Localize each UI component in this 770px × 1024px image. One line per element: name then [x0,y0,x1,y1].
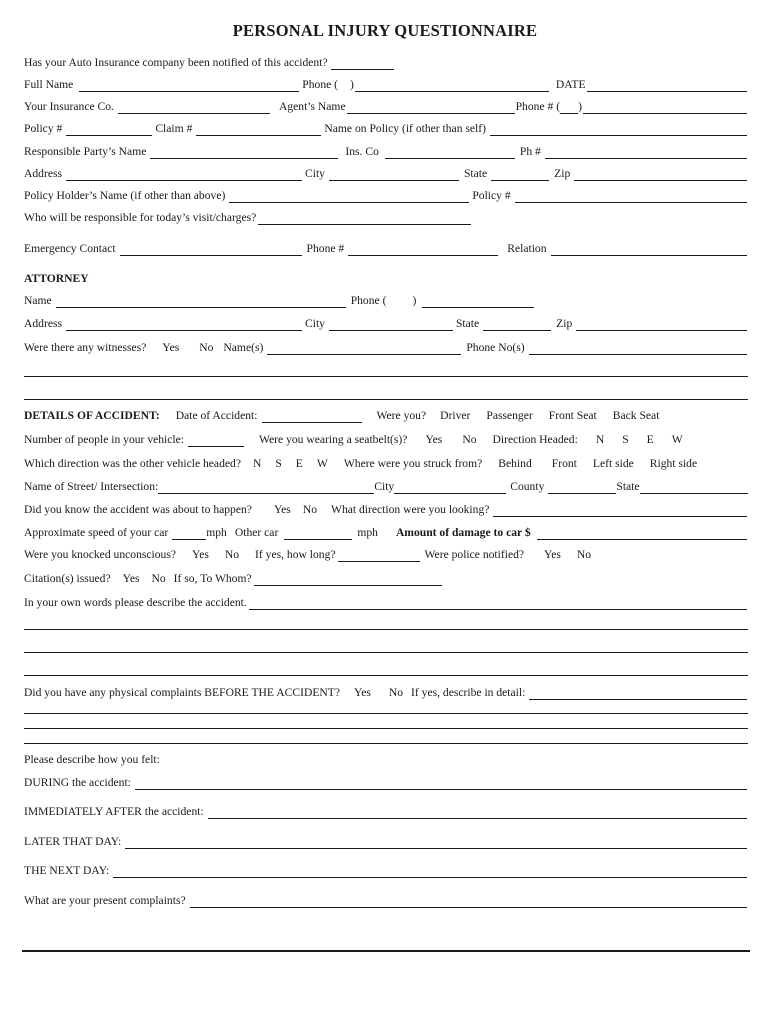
address-field[interactable] [66,168,302,181]
seatbelt-no-option[interactable]: No [462,433,477,446]
during-row [24,774,748,790]
attorney-name-field[interactable] [56,295,346,308]
complaints-no-option[interactable]: No [388,686,404,699]
address-row [24,165,748,181]
citation-no-option[interactable]: No [151,572,166,585]
immediately-field[interactable] [208,806,747,819]
attorney-zip-label: Zip [556,317,573,330]
ph-label: Ph # [519,145,541,158]
complaints-detail-field[interactable] [529,687,747,700]
witness-names-label: Name(s) [223,341,264,354]
street-city-label: City [374,480,395,493]
witness-names-field[interactable] [267,342,461,355]
looking-label: What direction were you looking? [331,503,490,516]
complaints-line-3[interactable] [24,728,748,729]
witness-phone-label: Phone No(s) [466,341,525,354]
address-label: Address [24,167,62,180]
details-heading: DETAILS OF ACCIDENT: [24,409,160,422]
your-insurance-label: Your Insurance Co. [24,100,114,113]
agent-phone-field[interactable] [583,101,747,114]
attorney-state-label: State [455,317,480,330]
name-on-policy-label: Name on Policy (if other than self) [324,122,486,135]
emergency-field[interactable] [120,243,302,256]
emergency-label: Emergency Contact [24,242,116,255]
street-state-label: State [616,480,640,493]
during-label: DURING the accident: [24,776,131,789]
street-state-field[interactable] [640,481,748,494]
witnesses-yes-option[interactable]: Yes [162,341,180,354]
ins-co-field[interactable] [385,146,515,159]
vehicle-people-row [24,431,748,447]
date-label: DATE [555,78,586,91]
driver-option[interactable]: Driver [440,409,471,422]
insurance-notified-field[interactable] [331,57,394,70]
claim-label: Claim # [155,122,193,135]
responsible-field[interactable] [258,212,471,225]
relation-field[interactable] [551,243,747,256]
police-no-option[interactable]: No [576,548,592,561]
describe-row [24,594,748,610]
city-field[interactable] [329,168,459,181]
left-side-option[interactable]: Left side [592,457,634,470]
insurance-notified-row [24,54,748,70]
num-people-field[interactable] [188,434,244,447]
date-field[interactable] [587,79,747,92]
accident-date-field[interactable] [262,410,362,423]
immediately-row [24,803,748,819]
street-row [24,478,748,494]
other-direction-label: Which direction was the other vehicle headed? [24,457,241,470]
agent-name-field[interactable] [347,101,515,114]
your-insurance-row: Your Insurance Co. Agent’s Name Phone # ( ) [24,98,748,114]
how-felt-label: Please describe how you felt: [24,753,160,766]
describe-field[interactable] [249,597,747,610]
how-long-field[interactable] [338,549,420,562]
speed-mph-label: mph [206,526,227,539]
complaints-line-4[interactable] [24,743,748,744]
looking-field[interactable] [493,504,747,517]
other-mph-label: mph [357,526,378,539]
police-yes-option[interactable]: Yes [544,548,561,561]
attorney-phone-label: Phone ( [350,294,387,307]
speed-label: Approximate speed of your car [24,526,169,539]
county-label: County [510,480,545,493]
unconscious-yes-option[interactable]: Yes [192,548,209,561]
how-felt-row [24,751,748,767]
know-no-option[interactable]: No [302,503,317,516]
attorney-city-label: City [305,317,325,330]
claim-field[interactable] [196,123,321,136]
relation-label: Relation [507,242,547,255]
page-title: PERSONAL INJURY QUESTIONNAIRE [232,21,538,40]
policy-label: Policy # [24,122,63,135]
attorney-city-field[interactable] [329,318,453,331]
agent-phone-label: Phone # ( [515,100,561,113]
describe-label: In your own words please describe the accident. [24,596,247,609]
attorney-name-row [24,292,748,308]
street-city-field[interactable] [394,481,506,494]
attorney-phone-close: ) [412,294,417,307]
attorney-zip-field[interactable] [576,318,747,331]
attorney-heading: ATTORNEY [24,272,89,285]
policy-field[interactable] [66,123,152,136]
next-day-label: THE NEXT DAY: [24,864,110,877]
phone-close: ) [350,78,354,91]
county-field[interactable] [548,481,616,494]
to-whom-field[interactable] [254,573,442,586]
describe-line-2[interactable] [24,629,748,630]
state-field[interactable] [491,168,549,181]
later-row [24,833,748,849]
struck-from-label: Where were you struck from? [343,457,483,470]
policy-row [24,120,748,136]
complaints-yes-option[interactable]: Yes [354,686,371,699]
num-people-label: Number of people in your vehicle: [24,433,185,446]
accident-date-label: Date of Accident: [175,409,258,422]
describe-line-4[interactable] [24,675,748,676]
ins-co-label: Ins. Co [345,145,379,158]
know-happen-label: Did you know the accident was about to happen? [24,503,252,516]
know-yes-option[interactable]: Yes [273,503,291,516]
citation-row [24,570,748,586]
later-label: LATER THAT DAY: [24,835,122,848]
present-row [24,892,748,908]
policy-holder-field[interactable] [229,190,469,203]
headed-e-option[interactable]: E [646,433,654,446]
emergency-phone-label: Phone # [306,242,345,255]
behind-option[interactable]: Behind [498,457,532,470]
speed-row [24,524,748,540]
attorney-heading-row [24,270,748,286]
emergency-row [24,240,748,256]
phone-field[interactable] [355,79,549,92]
present-field[interactable] [190,895,747,908]
other-s-option[interactable]: S [275,457,282,470]
attorney-state-field[interactable] [483,318,551,331]
next-day-row [24,862,748,878]
responsible-row [24,209,748,225]
unconscious-label: Were you knocked unconscious? [24,548,176,561]
describe-line-3[interactable] [24,652,748,653]
witnesses-row [24,339,748,355]
section-divider [24,399,748,400]
other-e-option[interactable]: E [295,457,303,470]
details-heading-row [24,407,748,423]
phone-label: Phone ( [302,78,339,91]
agent-phone-area-field[interactable] [560,101,578,114]
to-whom-label: If so, To Whom? [173,572,252,585]
city-label: City [305,167,325,180]
other-car-label: Other car [234,526,279,539]
full-name-field[interactable] [79,79,299,92]
policy-hash-field[interactable] [515,190,747,203]
full-name-row [24,76,748,92]
witness-phone-field[interactable] [529,342,747,355]
street-label: Name of Street/ Intersection: [24,480,159,493]
state-label: State [463,167,488,180]
agent-name-label: Agent’s Name [278,100,346,113]
speed-field[interactable] [172,527,206,540]
next-day-field[interactable] [113,865,747,878]
attorney-name-label: Name [24,294,52,307]
responsible-party-field[interactable] [150,146,338,159]
present-label: What are your present complaints? [24,894,186,907]
citation-label: Citation(s) issued? [24,572,111,585]
direction-headed-label: Direction Headed: [492,433,578,446]
witnesses-label: Were there any witnesses? [24,341,147,354]
attorney-address-field[interactable] [66,318,302,331]
other-n-option[interactable]: N [252,457,262,470]
headed-w-option[interactable]: W [671,433,683,446]
name-on-policy-field[interactable] [490,123,747,136]
other-vehicle-row [24,455,748,471]
citation-yes-option[interactable]: Yes [122,572,140,585]
other-w-option[interactable]: W [316,457,328,470]
witness-extra-line[interactable] [24,376,748,377]
front-seat-option[interactable]: Front Seat [548,409,597,422]
damage-field[interactable] [537,527,747,540]
police-label: Were police notified? [424,548,525,561]
zip-label: Zip [554,167,571,180]
street-field[interactable] [158,481,374,494]
other-car-speed-field[interactable] [284,527,352,540]
zip-field[interactable] [574,168,747,181]
immediately-label: IMMEDIATELY AFTER the accident: [24,805,204,818]
policy-holder-label: Policy Holder’s Name (if other than above) [24,189,226,202]
insurance-notified-label: Has your Auto Insurance company been notified of this accident? [24,56,328,69]
full-name-label: Full Name [24,78,74,91]
attorney-address-row [24,315,748,331]
headed-n-option[interactable]: N [595,433,605,446]
know-happen-row [24,501,748,517]
complaints-line-2[interactable] [24,713,748,714]
responsible-label: Who will be responsible for today’s visit/charges? [24,211,257,224]
unconscious-no-option[interactable]: No [224,548,240,561]
describe-detail-label: If yes, describe in detail: [411,686,526,699]
policy-hash-label: Policy # [472,189,511,202]
attorney-address-label: Address [24,317,62,330]
headed-s-option[interactable]: S [622,433,629,446]
complaints-before-row [24,684,748,700]
front-option[interactable]: Front [551,457,577,470]
responsible-party-row [24,143,748,159]
back-seat-option[interactable]: Back Seat [612,409,660,422]
right-side-option[interactable]: Right side [649,457,698,470]
were-you-label: Were you? [376,409,427,422]
during-field[interactable] [135,777,747,790]
seatbelt-yes-option[interactable]: Yes [425,433,443,446]
passenger-option[interactable]: Passenger [486,409,533,422]
responsible-party-label: Responsible Party’s Name [24,145,147,158]
damage-label: Amount of damage to car $ [395,526,531,539]
emergency-phone-field[interactable] [348,243,498,256]
policy-holder-row [24,187,748,203]
unconscious-row [24,546,748,562]
later-field[interactable] [125,836,747,849]
your-insurance-field[interactable] [118,101,270,114]
complaints-before-label: Did you have any physical complaints BEFORE THE ACCIDENT? [24,686,340,699]
witnesses-no-option[interactable]: No [199,341,214,354]
seatbelt-label: Were you wearing a seatbelt(s)? [259,433,408,446]
bottom-rule [22,950,750,952]
ph-field[interactable] [545,146,747,159]
attorney-phone-field[interactable] [422,295,534,308]
how-long-label: If yes, how long? [255,548,336,561]
